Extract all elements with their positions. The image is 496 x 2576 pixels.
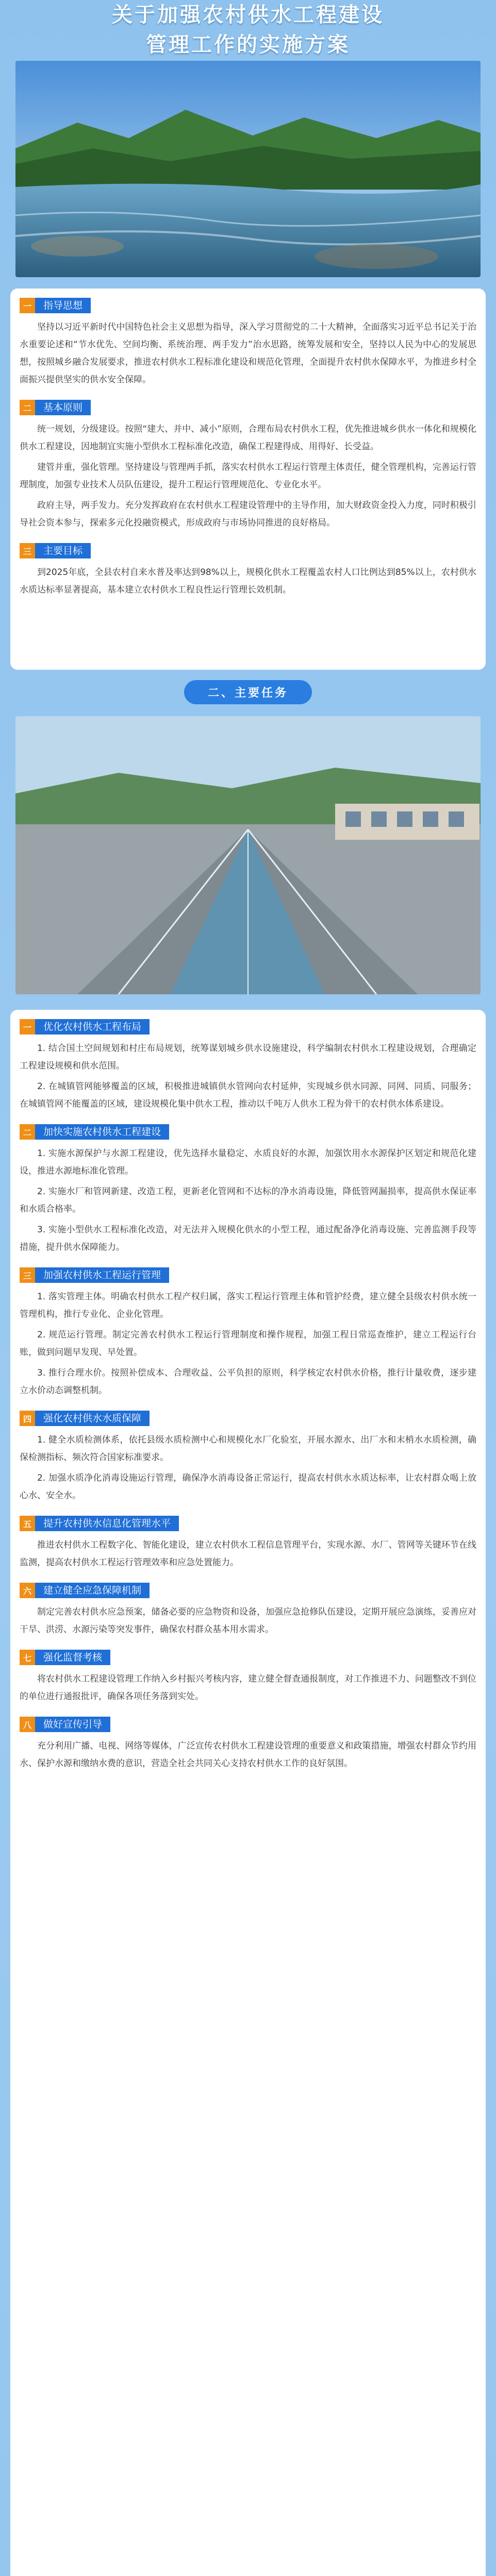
section-layout [20, 1019, 476, 1113]
title-line-1: 关于加强农村供水工程建设 [112, 3, 384, 27]
section-operation [20, 1267, 476, 1399]
page-title [0, 0, 496, 60]
paragraph: 充分利用广播、电视、网络等媒体，广泛宣传农村供水工程建设管理的重要意义和政策措施，增强农村群众节约用水、保护水源和缴纳水费的意识，营造全社会共同关心支持农村供水工作的良好氛围。 [20, 1741, 476, 1769]
section-informatization [20, 1516, 476, 1571]
hero [0, 0, 496, 278]
chapter-banner: 二、主要任务 [184, 680, 312, 704]
paragraph: 坚持以习近平新时代中国特色社会主义思想为指导，深入学习贯彻党的二十大精神，全面落实习近平总书记关于治水重要论述和“节水优先、空间均衡、系统治理、两手发力”治水思路，统筹发展和安全，坚持以人民为中心的发展思想，按照城乡融合发展要求，推进农村供水工程标准化建设和规范化管理，全面提升农村供水保障水平，为推进乡村全面振兴提供坚实的供水安全保障。 [20, 322, 476, 385]
section-header [20, 1124, 476, 1140]
section-header [20, 1267, 476, 1283]
section-emergency [20, 1583, 476, 1638]
section-header [20, 1019, 476, 1035]
section-title: 基本原则 [35, 400, 91, 415]
section-number-badge: 三 [20, 1267, 35, 1283]
section-number-badge: 八 [20, 1717, 35, 1732]
section-header [20, 1516, 476, 1531]
title-line-2: 管理工作的实施方案 [146, 33, 350, 57]
list-item: 2. 加强水质净化消毒设施运行管理，确保净水消毒设备正常运行，提高农村供水水质达标率，让农村群众喝上放心水、安全水。 [20, 1473, 476, 1501]
paragraph: 制定完善农村供水应急预案，储备必要的应急物资和设备，加强应急抢修队伍建设，定期开展应急演练，妥善应对干旱、洪涝、水源污染等突发事件，确保农村群众基本用水需求。 [20, 1607, 476, 1635]
section-number-badge: 三 [20, 543, 35, 558]
section-publicity [20, 1717, 476, 1772]
list-item: 2. 规范运行管理。制定完善农村供水工程运行管理制度和操作规程，加强工程日常巡查维护，建立工程运行台账，做到问题早发现、早处置。 [20, 1330, 476, 1358]
section-title: 加强农村供水工程运行管理 [35, 1267, 169, 1283]
section-supervision [20, 1650, 476, 1705]
list-item: 1. 落实管理主体。明确农村供水工程产权归属，落实工程运行管理主体和管护经费，建立健全县级农村供水统一管理机构，推行专业化、企业化管理。 [20, 1292, 476, 1319]
section-number-badge: 一 [20, 1019, 35, 1035]
section-header [20, 1717, 476, 1732]
divider-tasks [0, 680, 496, 999]
section-number-badge: 六 [20, 1583, 35, 1598]
paragraph: 将农村供水工程建设管理工作纳入乡村振兴考核内容，建立健全督查通报制度，对工作推进不力、问题整改不到位的单位进行通报批评，确保各项任务落到实处。 [20, 1674, 476, 1702]
list-item: 1. 实施水源保护与水源工程建设，优先选择水量稳定、水质良好的水源，加强饮用水水源保护区划定和规范化建设，推进水源地标准化管理。 [20, 1148, 476, 1176]
section-number-badge: 四 [20, 1411, 35, 1426]
section-header [20, 543, 476, 558]
section-title: 做好宣传引导 [35, 1717, 110, 1732]
paragraph: 政府主导，两手发力。充分发挥政府在农村供水工程建设管理中的主导作用，加大财政资金投入力度，同时积极引导社会资本参与，探索多元化投融资模式，形成政府与市场协同推进的良好格局。 [20, 500, 476, 528]
section-water-quality [20, 1411, 476, 1504]
section-header [20, 400, 476, 415]
section-title: 提升农村供水信息化管理水平 [35, 1516, 179, 1531]
section-title: 主要目标 [35, 543, 91, 558]
water-plant-illustration [15, 716, 481, 994]
list-item: 2. 在城镇管网能够覆盖的区域，积极推进城镇供水管网向农村延伸，实现城乡供水同源、同网、同质、同服务；在城镇管网不能覆盖的区域，建设规模化集中供水工程，推动以千吨万人供水工程为骨干的农村供水体系建设。 [20, 1081, 476, 1109]
paragraph: 统一规划，分级建设。按照“建大、并中、减小”原则，合理布局农村供水工程，优先推进城乡供水一体化和规模化供水工程建设，因地制宜实施小型供水工程标准化改造，确保工程建得成、用得好、长受益。 [20, 424, 476, 452]
section-header [20, 1650, 476, 1665]
section-title: 建立健全应急保障机制 [35, 1583, 150, 1598]
intro-panel [10, 289, 486, 670]
water-plant-photo [15, 716, 481, 994]
list-item: 1. 健全水质检测体系，依托县级水质检测中心和规模化水厂化验室，开展水源水、出厂水和末梢水水质检测，确保检测指标、频次符合国家标准要求。 [20, 1435, 476, 1463]
landscape-illustration [15, 61, 481, 277]
hero-landscape-photo [15, 61, 481, 277]
section-title: 加快实施农村供水工程建设 [35, 1124, 169, 1140]
section-number-badge: 二 [20, 1124, 35, 1140]
paragraph: 推进农村供水工程数字化、智能化建设，建立农村供水工程信息管理平台，实现水源、水厂、管网等关键环节在线监测，提高农村供水工程运行管理效率和应急处置能力。 [20, 1540, 476, 1568]
section-title: 强化监督考核 [35, 1650, 110, 1665]
section-header [20, 1583, 476, 1598]
section-title: 指导思想 [35, 298, 91, 313]
section-principles [20, 400, 476, 532]
tasks-panel [10, 1010, 486, 2576]
section-goals [20, 543, 476, 599]
paragraph: 建管并重，强化管理。坚持建设与管理两手抓，落实农村供水工程运行管理主体责任，健全管理机构，完善运行管理制度，加强专业技术人员队伍建设，提升工程运行管理规范化、专业化水平。 [20, 462, 476, 490]
section-number-badge: 五 [20, 1516, 35, 1531]
section-number-badge: 七 [20, 1650, 35, 1665]
list-item: 3. 推行合理水价。按照补偿成本、合理收益、公平负担的原则，科学核定农村供水价格，推行计量收费，逐步建立水价动态调整机制。 [20, 1368, 476, 1396]
section-number-badge: 二 [20, 400, 35, 415]
section-title: 强化农村供水水质保障 [35, 1411, 150, 1426]
list-item: 1. 结合国土空间规划和村庄布局规划，统筹谋划城乡供水设施建设，科学编制农村供水工程建设规划，合理确定工程建设规模和供水范围。 [20, 1043, 476, 1071]
section-header [20, 298, 476, 313]
section-title: 优化农村供水工程布局 [35, 1019, 150, 1035]
section-header [20, 1411, 476, 1426]
paragraph: 到2025年底，全县农村自来水普及率达到98%以上，规模化供水工程覆盖农村人口比例达到85%以上，农村供水水质达标率显著提高，基本建立农村供水工程良性运行管理长效机制。 [20, 567, 476, 595]
list-item: 3. 实施小型供水工程标准化改造，对无法并入规模化供水的小型工程，通过配备净化消毒设施、完善监测手段等措施，提升供水保障能力。 [20, 1225, 476, 1252]
section-guiding-ideology [20, 298, 476, 388]
section-construction [20, 1124, 476, 1256]
list-item: 2. 实施水厂和管网新建、改造工程，更新老化管网和不达标的净水消毒设施，降低管网漏损率，提高供水保证率和水质合格率。 [20, 1187, 476, 1214]
section-number-badge: 一 [20, 298, 35, 313]
